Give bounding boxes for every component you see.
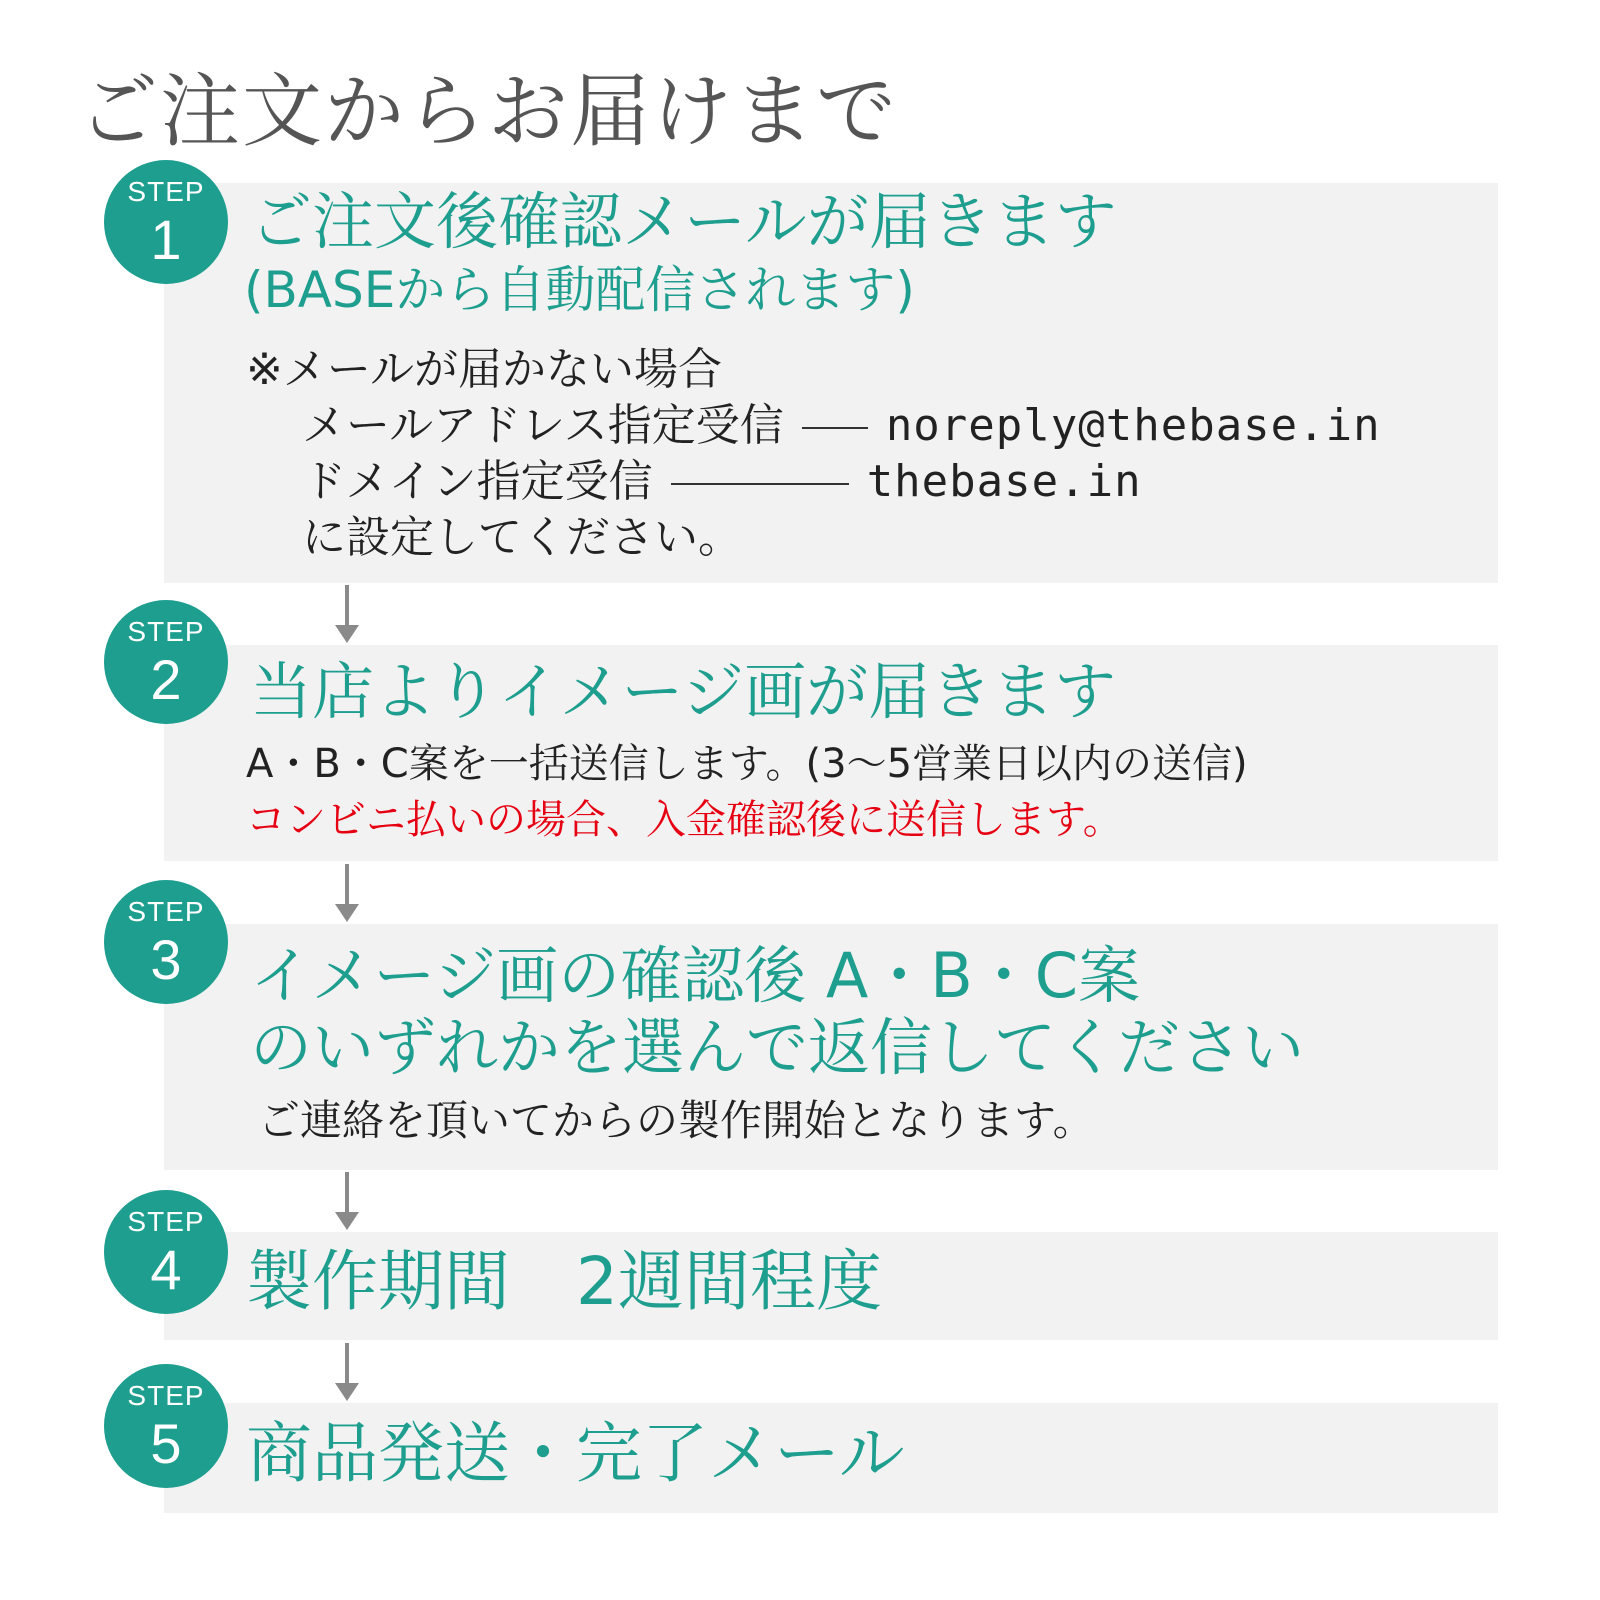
arrow-down-icon	[335, 864, 359, 924]
step-number: 5	[150, 1412, 182, 1475]
step-2-heading: 当店よりイメージ画が届きます	[250, 655, 1117, 728]
step-3-badge	[104, 880, 228, 1004]
leader-line	[671, 483, 849, 485]
step-1-note-row-1	[302, 400, 1381, 453]
note-label: ドメイン指定受信	[302, 456, 653, 507]
step-1-heading: ご注文後確認メールが届きます	[250, 185, 1117, 258]
step-4-heading: 製作期間 2週間程度	[246, 1243, 882, 1320]
step-label: STEP	[127, 896, 205, 927]
page-title: ご注文からお届けまで	[78, 65, 898, 158]
step-1-note-outro: に設定してください。	[302, 512, 742, 563]
step-label: STEP	[127, 1206, 205, 1237]
step-label: STEP	[127, 176, 205, 207]
step-number: 1	[150, 208, 182, 271]
step-1-badge	[104, 160, 228, 284]
step-label: STEP	[127, 1380, 205, 1411]
step-1-note-row-2	[302, 456, 1142, 509]
step-4-badge	[104, 1190, 228, 1314]
arrow-down-icon	[335, 585, 359, 645]
step-number: 2	[150, 648, 182, 711]
note-value: noreply@thebase.in	[885, 400, 1381, 451]
arrow-down-icon	[335, 1343, 359, 1403]
step-2-badge	[104, 600, 228, 724]
step-label: STEP	[127, 616, 205, 647]
step-number: 3	[150, 928, 182, 991]
step-2-notice: コンビニ払いの場合、入金確認後に送信します。	[246, 797, 1123, 843]
step-number: 4	[150, 1238, 182, 1301]
step-5-badge	[104, 1364, 228, 1488]
leader-line	[802, 427, 868, 429]
step-3-body: ご連絡を頂いてからの製作開始となります。	[258, 1096, 1095, 1145]
step-1-subheading: (BASEから自動配信されます)	[244, 261, 915, 319]
arrow-down-icon	[335, 1172, 359, 1232]
step-3-heading-line-2: のいずれかを選んで返信してください	[250, 1011, 1305, 1084]
note-value: thebase.in	[866, 456, 1142, 507]
note-label: メールアドレス指定受信	[302, 400, 784, 451]
step-1-note-intro: ※メールが届かない場合	[246, 344, 722, 395]
step-3-heading-line-1: イメージ画の確認後 A・B・C案	[250, 939, 1141, 1012]
step-2-body: A・B・C案を一括送信します。(3〜5営業日以内の送信)	[246, 741, 1248, 787]
step-5-heading: 商品発送・完了メール	[246, 1415, 905, 1492]
